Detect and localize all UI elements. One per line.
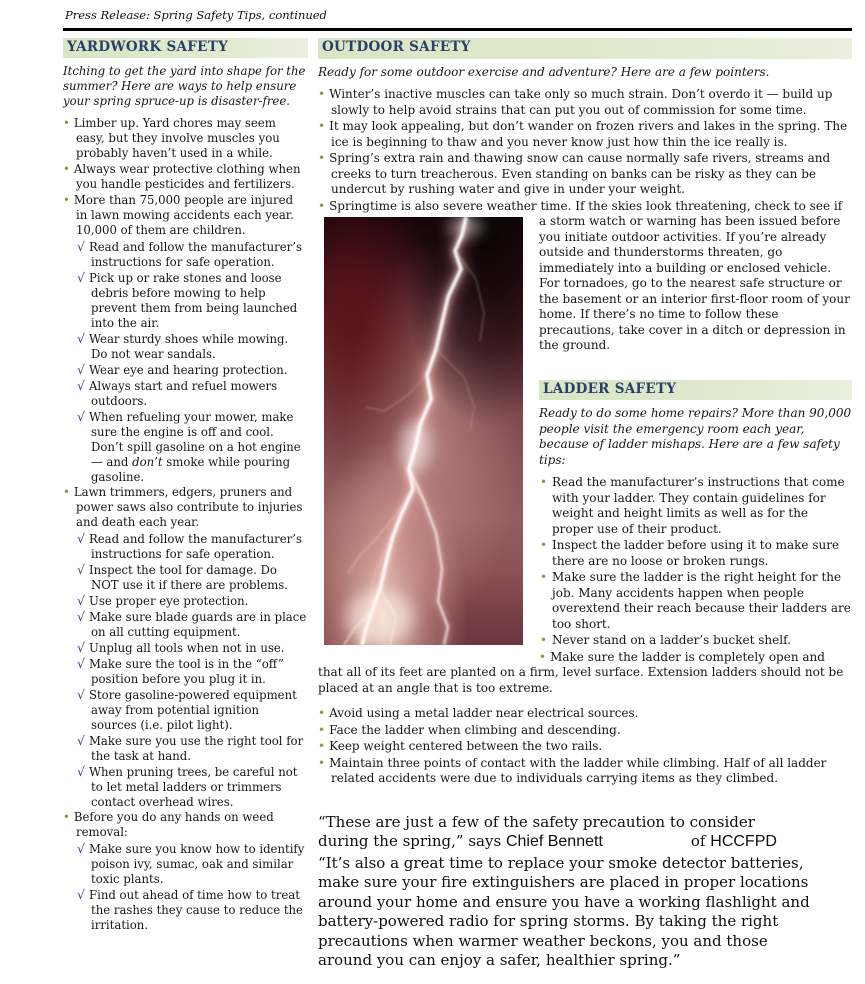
quote-line-1: [318, 813, 810, 852]
check-text: Make sure you use the right tool for the task at hand.: [88, 734, 304, 763]
bullet-dot: •: [63, 810, 70, 824]
bullet-item: [539, 633, 852, 649]
check-item: [77, 409, 308, 485]
quoted-person-name: Chief Bennett: [505, 833, 603, 850]
check-text: Unplug all tools when not in use.: [88, 641, 285, 655]
bullet-text: Read the manufacturer’s instructions that come with your ladder. They contain guidelines for weight and height limits as well as for the proper use of their product.: [552, 475, 845, 536]
storm-text-after: if a storm watch or warning has been issued before you initiate outdoor activities. If you’re already outside and thunderstorms threaten, go immediately into a building or enclosed vehicle. For tornadoes, go to the nearest safe structure or the basement or an interior first-floor room of your home. If there’s no time to follow these precautions, take cover in a ditch or depression in the ground.: [539, 198, 850, 352]
bullet-item: [539, 570, 852, 632]
bullet-text: Limber up. Yard chores may seem easy, but they involve muscles you probably haven’t used in a while.: [73, 116, 280, 160]
check-text: Pick up or rake stones and loose debris before mowing to help prevent them from being launched into the air.: [88, 271, 298, 330]
bullet-text: Maintain three points of contact with the ladder while climbing. Half of all ladder related accidents were due to individuals carrying items as they climbed.: [329, 755, 827, 785]
check-item: [77, 764, 308, 810]
check-text: Make sure you know how to identify poison ivy, sumac, oak and similar toxic plants.: [88, 842, 305, 886]
bullet-text: It may look appealing, but don’t wander on frozen rivers and lakes in the spring. The ice is beginning to thaw and you never know just how thin the ice really is.: [329, 119, 848, 149]
bullet-item: [318, 706, 852, 722]
lightning-photo: [324, 217, 523, 645]
check-item: [77, 656, 308, 687]
right-column: [318, 38, 852, 973]
check-list: [77, 239, 308, 485]
text-segment: When refueling your mower, make sure the engine is off and cool. Don’t spill gasoline on a hot engine — and: [88, 410, 301, 469]
bullet-item: [318, 119, 852, 150]
check-text: Always start and refuel mowers outdoors.: [88, 379, 278, 408]
bullet-text: More than 75,000 people are injured in lawn mowing accidents each year. 10,000 of them are children.: [73, 193, 294, 237]
outdoor-safety-heading: OUTDOOR SAFETY: [318, 38, 852, 59]
check-item: [77, 593, 308, 609]
bullet-dot: •: [63, 116, 70, 130]
bullet-dot: •: [540, 633, 548, 647]
ladder-intro: Ready to do some home repairs? More than 90,000 people visit the emergency room each year, because of ladder mishaps. Here are a few safety tips:: [539, 406, 852, 467]
bullet-dot: •: [540, 538, 548, 552]
bullet-dot: •: [318, 198, 326, 213]
checkmark-icon: √: [77, 362, 85, 377]
text-segment: smoke while pouring gasoline.: [91, 455, 291, 484]
header-continued-line: Press Release: Spring Safety Tips, continued: [65, 8, 327, 22]
lightning-bolt-graphic: [324, 217, 523, 645]
bullet-dot: •: [318, 119, 326, 133]
bullet-dot: •: [318, 722, 326, 737]
bullet-text: Lawn trimmers, edgers, pruners and power saws also contribute to injuries and death each year.: [73, 485, 303, 529]
bullet-item: [63, 116, 308, 161]
check-list: [77, 531, 308, 810]
check-text: [89, 410, 301, 484]
yardwork-safety-heading: YARDWORK SAFETY: [63, 38, 308, 58]
quote-text-before-name: “These are just a few of the safety precaution to consider during the spring,” says: [318, 812, 755, 850]
two-column-layout: [63, 38, 852, 973]
check-text: Use proper eye protection.: [88, 594, 249, 608]
bullet-text: Spring’s extra rain and thawing snow can cause normally safe rivers, streams and creeks to turn treacherous. Even standing on banks can be risky as they can be undercut by rushing water and give in under your weight.: [329, 151, 831, 196]
ladder-list-below-photo: [318, 706, 852, 787]
bullet-dot: •: [318, 87, 326, 101]
ladder-open-bullet: [318, 650, 852, 697]
bullet-dot: •: [63, 162, 70, 176]
closing-quote: [318, 813, 810, 971]
checkmark-icon: √: [77, 270, 85, 285]
below-photo-flow: [318, 697, 852, 971]
bullet-item: [318, 723, 852, 739]
bullet-dot: •: [318, 706, 326, 720]
bullet-text: Winter’s inactive muscles can take only so much strain. Don’t overdo it — build up slowly to help avoid strains that can put you out of commission for some time.: [329, 87, 833, 117]
bullet-text: Avoid using a metal ladder near electrical sources.: [329, 706, 639, 720]
check-item: [77, 687, 308, 733]
bullet-dot: •: [540, 570, 548, 584]
outdoor-intro: Ready for some outdoor exercise and adventure? Here are a few pointers.: [318, 64, 770, 79]
checkmark-icon: √: [77, 656, 85, 671]
checkmark-icon: √: [77, 609, 85, 624]
yardwork-column: [63, 38, 308, 973]
storm-text-before: Springtime is also severe weather time. If the skies look threatening, check to see: [329, 198, 831, 213]
header-rule: [63, 28, 852, 31]
bullet-item: [318, 739, 852, 755]
ladder-safety-heading: LADDER SAFETY: [539, 380, 852, 401]
ladder-open-text: Make sure the ladder is completely open and that all of its feet are planted on a firm, level surface. Extension ladders should not be placed at an angle that is too extreme.: [318, 649, 844, 695]
bullet-text: Make sure the ladder is the right height for the job. Many accidents happen when people overextend their reach because their ladders are too short.: [552, 570, 851, 631]
checkmark-icon: √: [77, 531, 85, 546]
bullet-dot: •: [539, 649, 547, 664]
bullet-text: Never stand on a ladder’s bucket shelf.: [552, 633, 791, 647]
check-item: [77, 239, 308, 270]
bullet-item: [63, 162, 308, 192]
storm-bullet: [318, 199, 852, 354]
bullet-item: [63, 193, 308, 238]
check-item: [77, 562, 308, 593]
check-item: [77, 378, 308, 409]
check-text: When pruning trees, be careful not to let metal ladders or trimmers contact overhead wires.: [88, 765, 298, 809]
check-item: [77, 841, 308, 887]
bullet-dot: •: [318, 755, 326, 770]
check-list: [77, 841, 308, 933]
check-text: Wear eye and hearing protection.: [88, 363, 288, 377]
bullet-item: [318, 87, 852, 118]
check-item: [77, 887, 308, 933]
bullet-text: Always wear protective clothing when you handle pesticides and fertilizers.: [73, 162, 301, 191]
check-text: Make sure the tool is in the “off” position before you plug it in.: [88, 657, 284, 686]
checkmark-icon: √: [77, 640, 85, 655]
checkmark-icon: √: [77, 409, 85, 424]
check-item: [77, 331, 308, 362]
italic-text: don’t: [132, 455, 163, 469]
yardwork-list: [63, 116, 308, 933]
checkmark-icon: √: [77, 733, 85, 748]
check-text: Inspect the tool for damage. Do NOT use it if there are problems.: [88, 563, 288, 592]
outdoor-list: [318, 87, 852, 198]
bullet-dot: •: [63, 193, 70, 207]
quote-of-word: of: [690, 832, 706, 850]
check-text: Make sure blade guards are in place on all cutting equipment.: [88, 610, 307, 639]
checkmark-icon: √: [77, 887, 85, 902]
checkmark-icon: √: [77, 593, 85, 608]
checkmark-icon: √: [77, 687, 85, 702]
checkmark-icon: √: [77, 378, 85, 393]
bullet-text: Keep weight centered between the two rails.: [329, 739, 603, 753]
check-text: Read and follow the manufacturer’s instructions for safe operation.: [88, 532, 302, 561]
bullet-item: [539, 475, 852, 537]
bullet-item: [318, 151, 852, 198]
bullet-dot: •: [63, 485, 70, 499]
checkmark-icon: √: [77, 331, 85, 346]
bullet-text: Before you do any hands on weed removal:: [73, 810, 274, 839]
bullet-item: [318, 756, 852, 787]
bullet-item: [539, 538, 852, 569]
check-item: [77, 733, 308, 764]
checkmark-icon: √: [77, 239, 85, 254]
check-text: Store gasoline-powered equipment away from potential ignition sources (i.e. pilot light).: [88, 688, 297, 732]
quoted-organization: HCCFPD: [710, 833, 777, 850]
check-item: [77, 531, 308, 562]
checkmark-icon: √: [77, 841, 85, 856]
bullet-dot: •: [318, 151, 326, 165]
yardwork-intro: Itching to get the yard into shape for the summer? Here are ways to help ensure your spring spruce-up is disaster-free.: [63, 64, 306, 108]
check-text: Find out ahead of time how to treat the rashes they cause to reduce the irritation.: [88, 888, 303, 932]
check-item: [77, 270, 308, 331]
bullet-dot: •: [540, 475, 548, 489]
checkmark-icon: √: [77, 764, 85, 779]
bullet-item: [63, 485, 308, 530]
check-text: Wear sturdy shoes while mowing. Do not wear sandals.: [88, 332, 289, 361]
check-text: Read and follow the manufacturer’s instructions for safe operation.: [88, 240, 302, 269]
checkmark-icon: √: [77, 562, 85, 577]
page-header: [63, 8, 852, 31]
bullet-text: Face the ladder when climbing and descending.: [329, 722, 621, 737]
bullet-dot: •: [318, 739, 326, 753]
bullet-text: Inspect the ladder before using it to make sure there are no loose or broken rungs.: [552, 538, 840, 568]
check-item: [77, 362, 308, 378]
bullet-item: [63, 810, 308, 840]
check-item: [77, 640, 308, 656]
check-item: [77, 609, 308, 640]
quote-paragraph-2: “It’s also a great time to replace your smoke detector batteries, make sure your fire extinguishers are placed in proper locations around your home and ensure you have a working flashlight and battery-powered radio for spring storms. By taking the right precautions when warmer weather beckons, you and those around you can enjoy a safer, healthier spring.”: [318, 853, 810, 969]
